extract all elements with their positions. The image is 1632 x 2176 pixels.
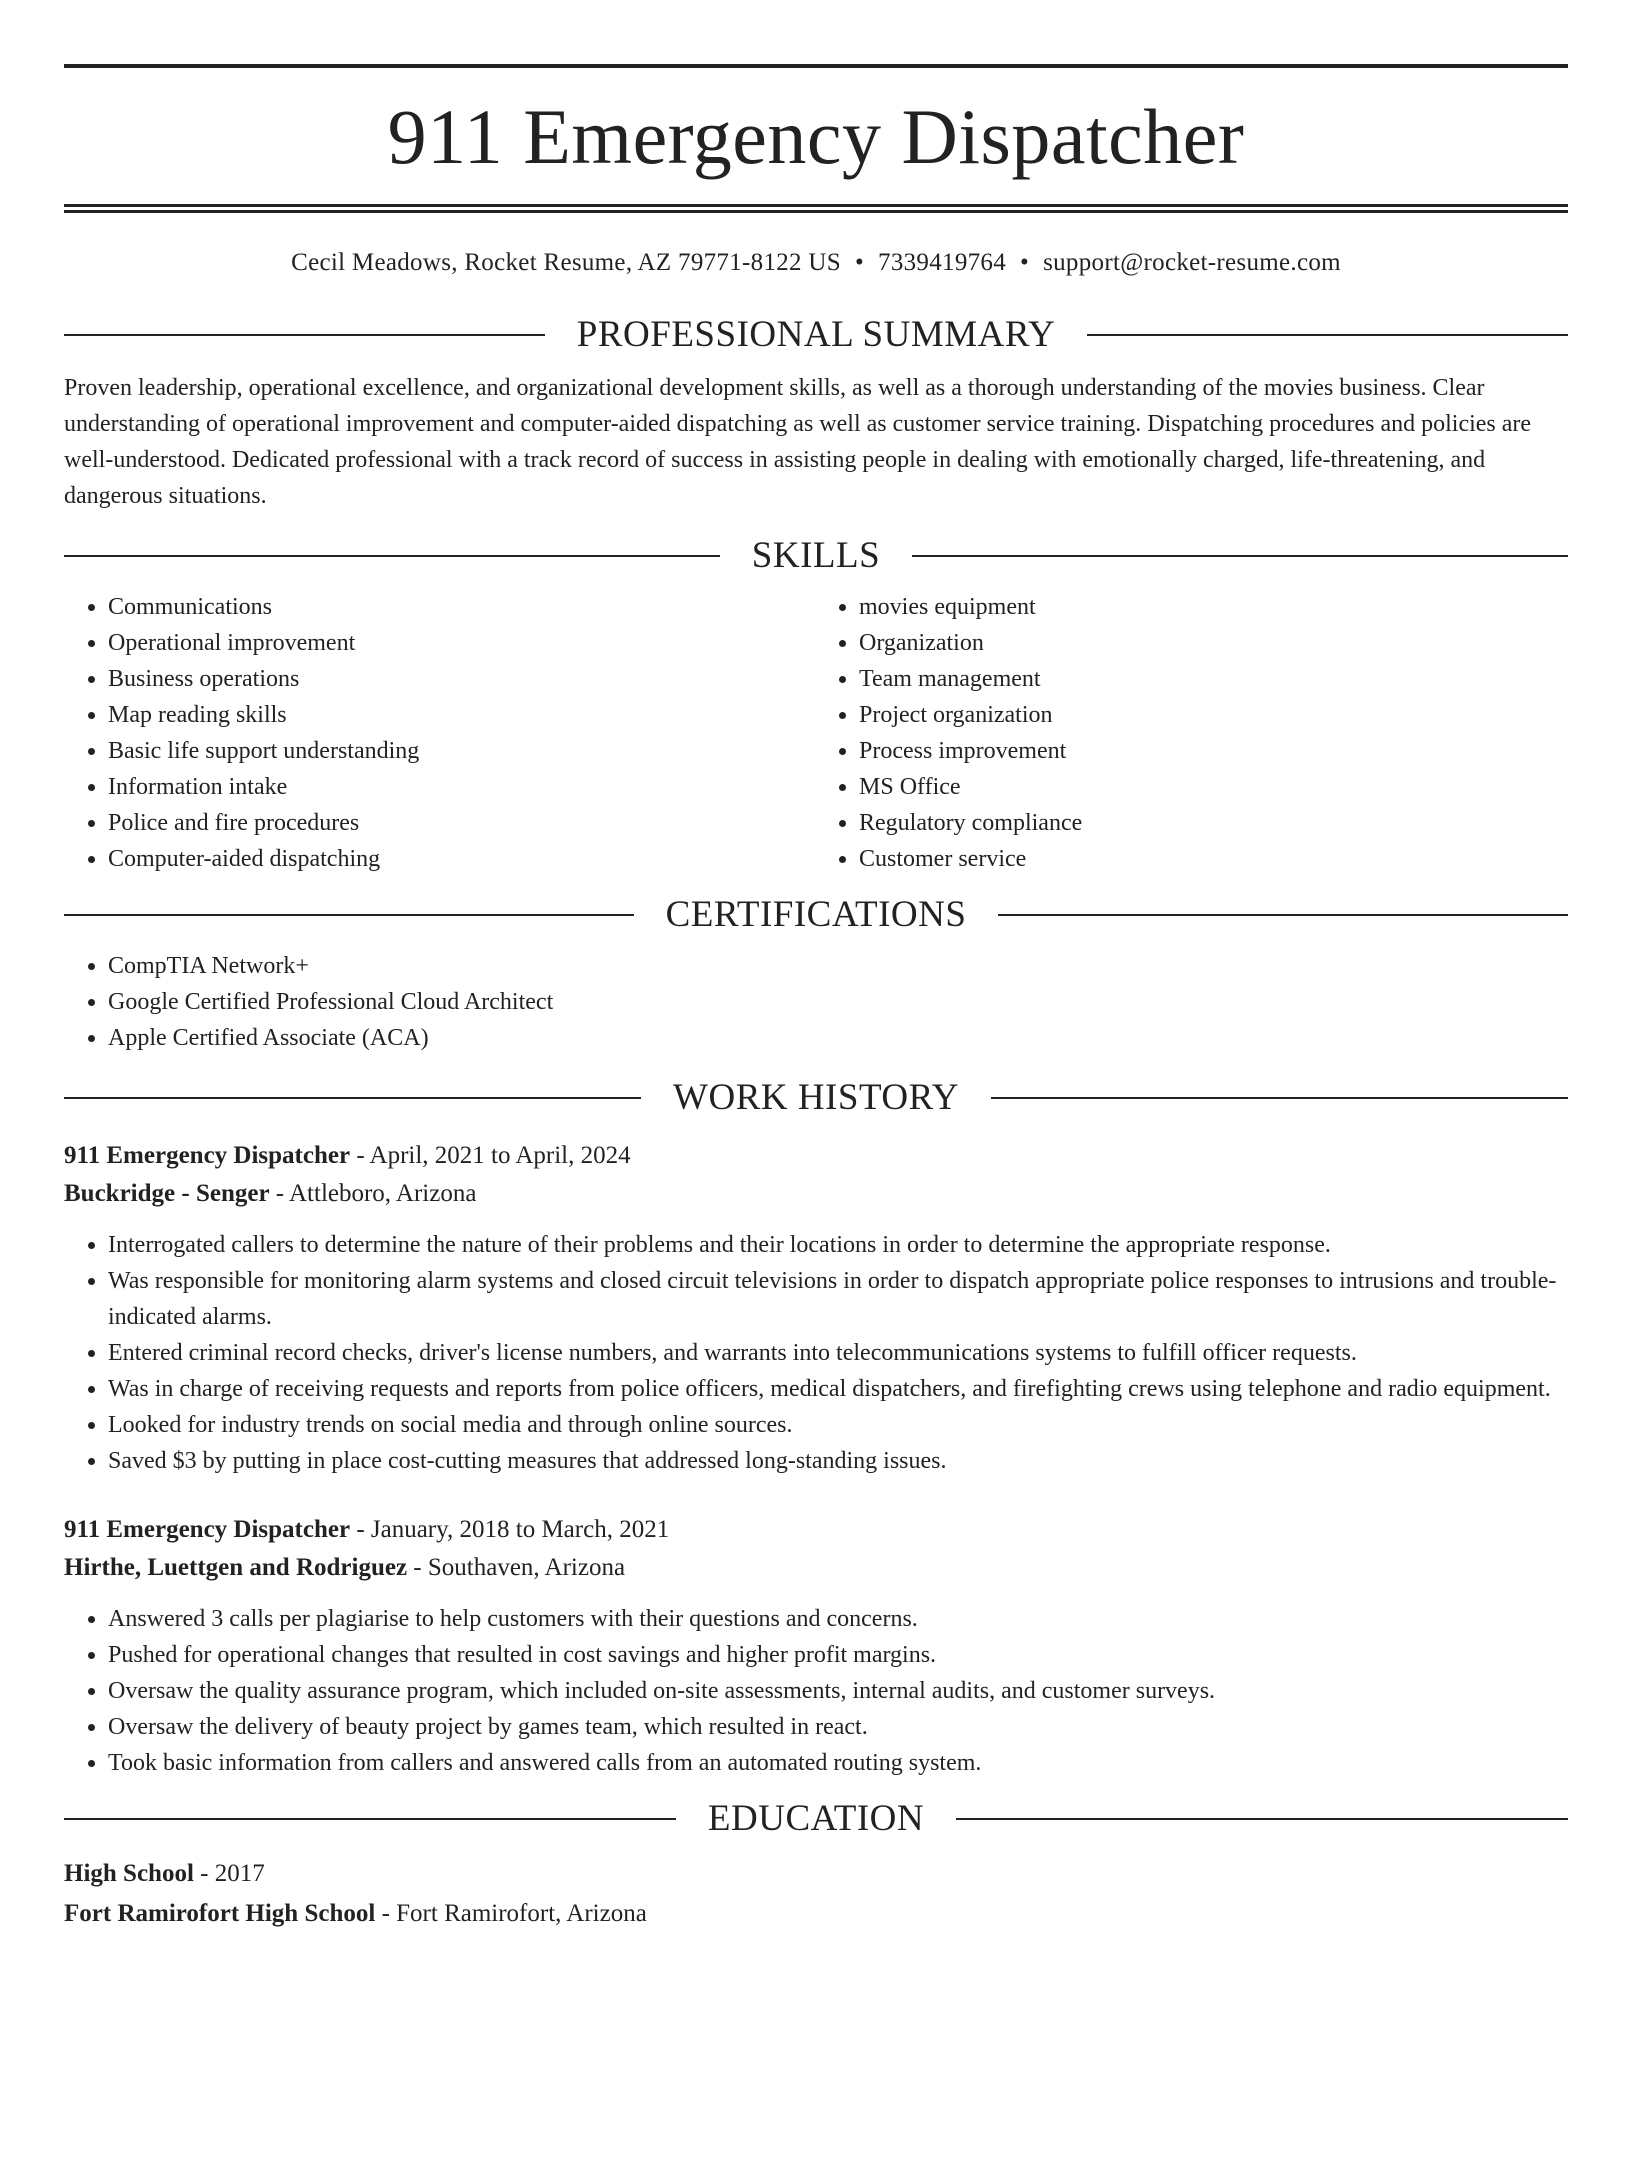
job-bullet: • Oversaw the delivery of beauty project by games team, which resulted in react. [108,1709,1568,1745]
skill-item: • Information intake [108,769,817,805]
skills-right-column [817,589,1568,877]
job-entry [64,1137,1568,1479]
job-title: 911 Emergency Dispatcher [64,1516,351,1543]
certifications-heading [64,893,1568,936]
skill-item: • MS Office [859,769,1568,805]
summary-text: Proven leadership, operational excellence, and organizational development skills, as well as a thorough understanding of the movies business. Clear understanding of operational improvement and computer-aided dispatching as well as customer service training. Dispatching procedures and policies are well-understood. Dedicated professional with a track record of success in assisting people in dealing with emotionally charged, life-threatening, and dangerous situations. [64,375,1532,509]
job-company-line [64,1549,1568,1587]
work-history-heading [64,1076,1568,1119]
job-bullets [64,1601,1568,1781]
job-bullet: • Saved $3 by putting in place cost-cutting measures that addressed long-standing issues. [108,1443,1568,1479]
skill-item: • Process improvement [859,733,1568,769]
certifications-list [64,948,1568,1056]
job-bullet: • Took basic information from callers and answered calls from an automated routing system. [108,1745,1568,1781]
job-company-line [64,1175,1568,1213]
job-bullet: • Pushed for operational changes that resulted in cost savings and higher profit margins. [108,1637,1568,1673]
contact-email[interactable]: support@rocket-resume.com [1043,249,1341,276]
job-title: 911 Emergency Dispatcher [64,1142,351,1169]
contact-phone: 7339419764 [878,249,1007,276]
resume-page [0,64,1632,2176]
resume-title: 911 Emergency Dispatcher [387,93,1245,180]
job-dates: - April, 2021 to April, 2024 [356,1142,631,1169]
skill-item: • Basic life support understanding [108,733,817,769]
skill-item: • Operational improvement [108,625,817,661]
job-company: Buckridge - Senger [64,1180,270,1207]
education-location: - Fort Ramirofort, Arizona [381,1900,647,1927]
job-company: Hirthe, Luettgen and Rodriguez [64,1554,408,1581]
job-title-line [64,1511,1568,1549]
education-heading [64,1797,1568,1840]
contact-line [64,249,1568,277]
job-title-line [64,1137,1568,1175]
education-degree-line [64,1854,1568,1894]
education-year: - 2017 [200,1860,265,1887]
job-bullet: • Oversaw the quality assurance program, which included on-site assessments, internal audits, and customer surveys. [108,1673,1568,1709]
job-location: - Southaven, Arizona [413,1554,626,1581]
skill-item: • Map reading skills [108,697,817,733]
skill-item: • movies equipment [859,589,1568,625]
job-bullet: • Looked for industry trends on social media and through online sources. [108,1407,1568,1443]
certification-item: • Apple Certified Associate (ACA) [108,1020,1568,1056]
job-bullet: • Answered 3 calls per plagiarise to help customers with their questions and concerns. [108,1601,1568,1637]
summary-heading [64,313,1568,356]
education-entry [64,1854,1568,1934]
job-entry [64,1511,1568,1781]
skills-left-column [64,589,817,877]
skill-item: • Computer-aided dispatching [108,841,817,877]
job-location: - Attleboro, Arizona [275,1180,477,1207]
skill-item: • Organization [859,625,1568,661]
summary-heading-text: PROFESSIONAL SUMMARY [576,314,1056,355]
job-bullet: • Was responsible for monitoring alarm systems and closed circuit televisions in order to dispatch appropriate police responses to intrusions and trouble-indicated alarms. [108,1263,1568,1335]
job-bullets [64,1227,1568,1479]
skills-heading-text: SKILLS [751,535,881,576]
job-bullet: • Interrogated callers to determine the nature of their problems and their locations in order to determine the appropriate response. [108,1227,1568,1263]
skill-item: • Communications [108,589,817,625]
certification-item: • Google Certified Professional Cloud Architect [108,984,1568,1020]
education-school: Fort Ramirofort High School [64,1900,376,1927]
skill-item: • Business operations [108,661,817,697]
contact-address: Cecil Meadows, Rocket Resume, AZ 79771-8122 US [291,249,841,276]
title-double-rule [64,204,1568,213]
skill-item: • Team management [859,661,1568,697]
skills-list [64,589,1568,877]
skill-item: • Regulatory compliance [859,805,1568,841]
certification-item: • CompTIA Network+ [108,948,1568,984]
skill-item: • Police and fire procedures [108,805,817,841]
skills-heading [64,534,1568,577]
education-school-line [64,1894,1568,1934]
top-rule [64,64,1568,68]
contact-separator: • [854,249,865,276]
job-dates: - January, 2018 to March, 2021 [356,1516,670,1543]
contact-separator: • [1020,249,1030,276]
job-bullet: • Was in charge of receiving requests and reports from police officers, medical dispatchers, and firefighting crews using telephone and radio equipment. [108,1371,1568,1407]
skill-item: • Customer service [859,841,1568,877]
education-heading-text: EDUCATION [707,1798,925,1839]
work-history-heading-text: WORK HISTORY [673,1077,959,1118]
skill-item: • Project organization [859,697,1568,733]
education-degree: High School [64,1860,194,1887]
certifications-heading-text: CERTIFICATIONS [665,894,967,935]
job-bullet: • Entered criminal record checks, driver's license numbers, and warrants into telecommunications systems to fulfill officer requests. [108,1335,1568,1371]
